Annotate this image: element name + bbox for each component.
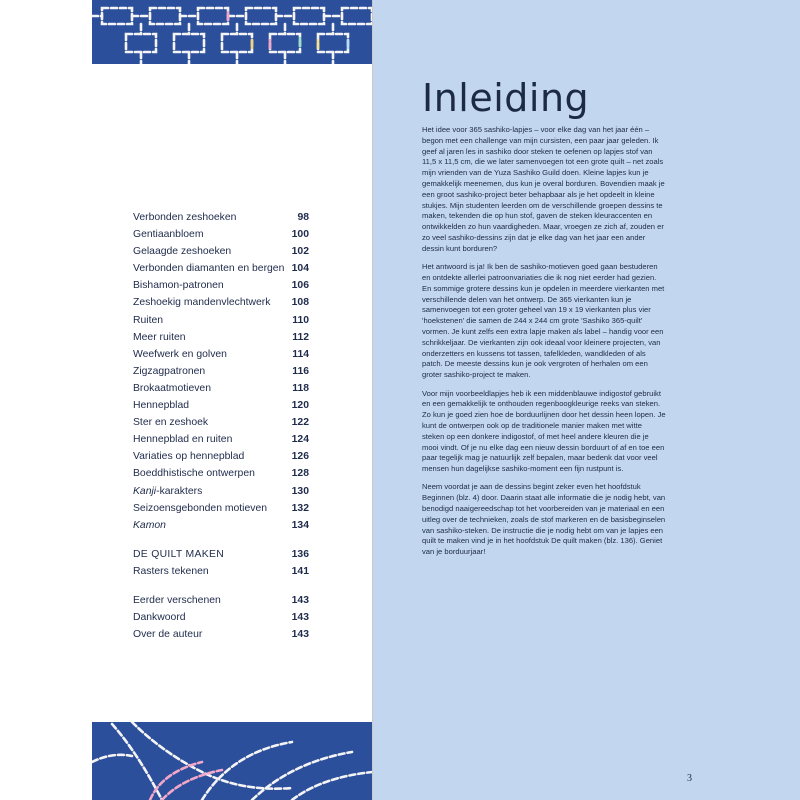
toc-entry[interactable]	[133, 246, 309, 263]
toc-entry[interactable]	[133, 212, 309, 229]
toc-entry[interactable]	[133, 451, 309, 468]
toc-entry-title: Bishamon-patronen	[133, 280, 224, 292]
sashiko-fabric-photo-bottom	[92, 722, 373, 800]
toc-entry-page: 141	[291, 565, 309, 577]
table-of-contents	[133, 212, 309, 646]
toc-entry-page: 124	[291, 434, 309, 446]
sashiko-fabric-photo-top	[92, 0, 373, 64]
toc-entry[interactable]	[133, 468, 309, 485]
toc-entry[interactable]	[133, 417, 309, 434]
toc-section-heading[interactable]	[133, 549, 309, 566]
toc-entry-title: Zigzagpatronen	[133, 365, 206, 377]
toc-entry-page: 112	[292, 331, 309, 343]
toc-entry-title: Hennepblad en ruiten	[133, 434, 233, 446]
toc-entry-page: 134	[291, 519, 309, 531]
toc-entry-title	[133, 520, 166, 531]
toc-entry[interactable]	[133, 349, 309, 366]
toc-entry-page: 102	[291, 246, 309, 258]
toc-entry-title: Variaties op hennepblad	[133, 451, 245, 463]
toc-entry-page: 136	[291, 548, 309, 560]
toc-entry-title: Dankwoord	[133, 612, 186, 624]
toc-entry-title: Zeshoekig mandenvlechtwerk	[133, 297, 271, 309]
toc-entry-page: 108	[291, 297, 309, 309]
toc-entry-page: 128	[291, 468, 309, 480]
toc-entry-page: 126	[291, 451, 309, 463]
toc-entry[interactable]	[133, 383, 309, 400]
toc-entry-page: 116	[292, 365, 309, 377]
toc-entry-title: Eerder verschenen	[133, 594, 221, 606]
toc-entry-title: Weefwerk en golven	[133, 348, 227, 360]
toc-entry-title: Meer ruiten	[133, 331, 186, 343]
toc-entry[interactable]	[133, 263, 309, 280]
toc-entry-title-italic: Kamon	[133, 519, 166, 531]
toc-entry[interactable]	[133, 566, 309, 583]
toc-entry[interactable]	[133, 629, 309, 646]
toc-entry-title: Boeddhistische ontwerpen	[133, 468, 255, 480]
toc-entry-page: 143	[291, 594, 309, 606]
intro-body	[422, 125, 666, 566]
toc-entry-page: 120	[291, 400, 309, 412]
toc-entry-title: DE QUILT MAKEN	[133, 548, 224, 560]
toc-entry[interactable]	[133, 612, 309, 629]
intro-paragraph: Het idee voor 365 sashiko-lapjes – voor elke dag van het jaar één – begon met een challenge van mijn cursisten, een paar jaar geleden. Ik geef al jaren les in sashiko door steken te oefenen op lapjes stof van 11,5 x 11,5 cm, die we later samenvoegen tot een grote quilt – net zoals mijn vrienden van de Yuza Sashiko Guild doen. Kleine lapjes kun je gemakkelijk meenemen, dus kun je overal borduren. Bovendien maak je een groot sashiko-project beter behapbaar als je het opdeelt in kleine stukjes. Mijn studenten leerden om de verschillende groepen dessins te maken, tekenden die op hun stof, gaven de steken kleuraccenten en ontwikkelden zo hun vaardigheden. Maar, vroegen ze zich af, zouden er zo veel sashiko-dessins zijn dat je elke dag van het jaar een ander dessin kunt borduren?	[422, 125, 665, 253]
toc-entry[interactable]	[133, 315, 309, 332]
intro-paragraph: Neem voordat je aan de dessins begint zeker even het hoofdstuk Beginnen (blz. 4) door. Daarin staat alle informatie die je nodig hebt, van benodigd naaigereedschap tot het voorbereiden van je materiaal en een uitleg over de technieken, zoals de stof markeren en de basisbeginselen van sashiko-steken. De instructie die je nodig hebt om van je lapjes een quilt te maken vind je in het hoofdstuk De quilt maken (blz. 136). Geniet van je borduurjaar!	[422, 482, 666, 557]
toc-entry-title: Verbonden zeshoeken	[133, 212, 237, 223]
toc-entry[interactable]	[133, 520, 309, 537]
toc-entry[interactable]	[133, 229, 309, 246]
toc-entry-title: Seizoensgebonden motieven	[133, 502, 268, 514]
toc-entry-page: 104	[291, 263, 309, 275]
intro-paragraph: Voor mijn voorbeeldlapjes heb ik een middenblauwe indigostof gebruikt en een gemakkelijk te onthouden regenboogkleurige reeks van steken. Zo kun je goed zien hoe de borduurlijnen door het dessin heen lopen. Je kunt de ontwerpen ook op de traditionele manier maken met witte steken op een donkere indigostof, of met heel andere kleuren die je mooi vindt. Of je nu elke dag een nieuw dessin borduurt of af en toe een paar tegelijk mag je natuurlijk zelf bepalen, maar bedenk dat voor veel mensen hun dagelijkse sashiko-moment een fijn rustpunt is.	[422, 388, 666, 474]
sashiko-stitch-pattern-bottom	[92, 722, 373, 800]
toc-entry[interactable]	[133, 434, 309, 451]
toc-entry-page: 100	[291, 229, 309, 241]
toc-entry-title: Gelaagde zeshoeken	[133, 246, 232, 258]
page-title: Inleiding	[422, 76, 590, 120]
toc-entry-page: 106	[291, 280, 309, 292]
toc-entry[interactable]	[133, 503, 309, 520]
toc-entry-title: Gentiaanbloem	[133, 229, 204, 241]
toc-entry-title-italic: Kanji	[133, 485, 157, 497]
toc-entry-page: 143	[291, 629, 309, 641]
toc-entry-title-rest: -karakters	[156, 485, 203, 497]
toc-entry-page: 110	[292, 314, 309, 326]
sashiko-stitch-pattern-top	[92, 0, 373, 64]
toc-entry-title: Rasters tekenen	[133, 565, 209, 577]
toc-entry-title: Brokaatmotieven	[133, 382, 211, 394]
toc-entry-page: 98	[297, 212, 309, 223]
toc-entry-title: Verbonden diamanten en bergen	[133, 263, 285, 275]
toc-entry[interactable]	[133, 280, 309, 297]
toc-entry-title: Over de auteur	[133, 629, 203, 641]
page-number: 3	[687, 773, 692, 784]
toc-entry-page: 132	[291, 502, 309, 514]
toc-entry-page: 122	[291, 417, 309, 429]
toc-entry[interactable]	[133, 297, 309, 314]
toc-entry[interactable]	[133, 366, 309, 383]
toc-entry-page: 143	[291, 612, 309, 624]
toc-entry-title: Hennepblad	[133, 400, 190, 412]
toc-entry-page: 118	[292, 382, 309, 394]
toc-entry[interactable]	[133, 595, 309, 612]
toc-entry[interactable]	[133, 332, 309, 349]
toc-entry[interactable]	[133, 486, 309, 503]
toc-entry-page: 130	[291, 485, 309, 497]
toc-entry-title: Ster en zeshoek	[133, 417, 209, 429]
toc-entry-title	[133, 486, 202, 497]
toc-entry-page: 114	[292, 348, 309, 360]
toc-entry-title: Ruiten	[133, 314, 164, 326]
toc-entry[interactable]	[133, 400, 309, 417]
intro-paragraph: Het antwoord is ja! Ik ben de sashiko-motieven goed gaan bestuderen en ontdekte allerlei patroonvariaties die ik nog niet eerder had gezien. En sommige grotere dessins kun je opdelen in meerdere vierkanten met verschillende delen van het ontwerp. De 365 vierkanten kun je samenvoegen tot een groter geheel van 19 x 19 vierkanten plus vier 'hoekstenen' die samen de 244 x 244 cm grote 'Sashiko 365-quilt' vormen. Je kunt zelfs een extra lapje maken als label – handig voor een schrikkeljaar. De vierkanten zijn ook ideaal voor kleinere projecten, van onderzetters en kussens tot tassen, tafelkleden, wandkleden of als patch. De meeste dessins kun je ook vergroten of herhalen om een groter sashiko-project te maken.	[422, 262, 665, 380]
